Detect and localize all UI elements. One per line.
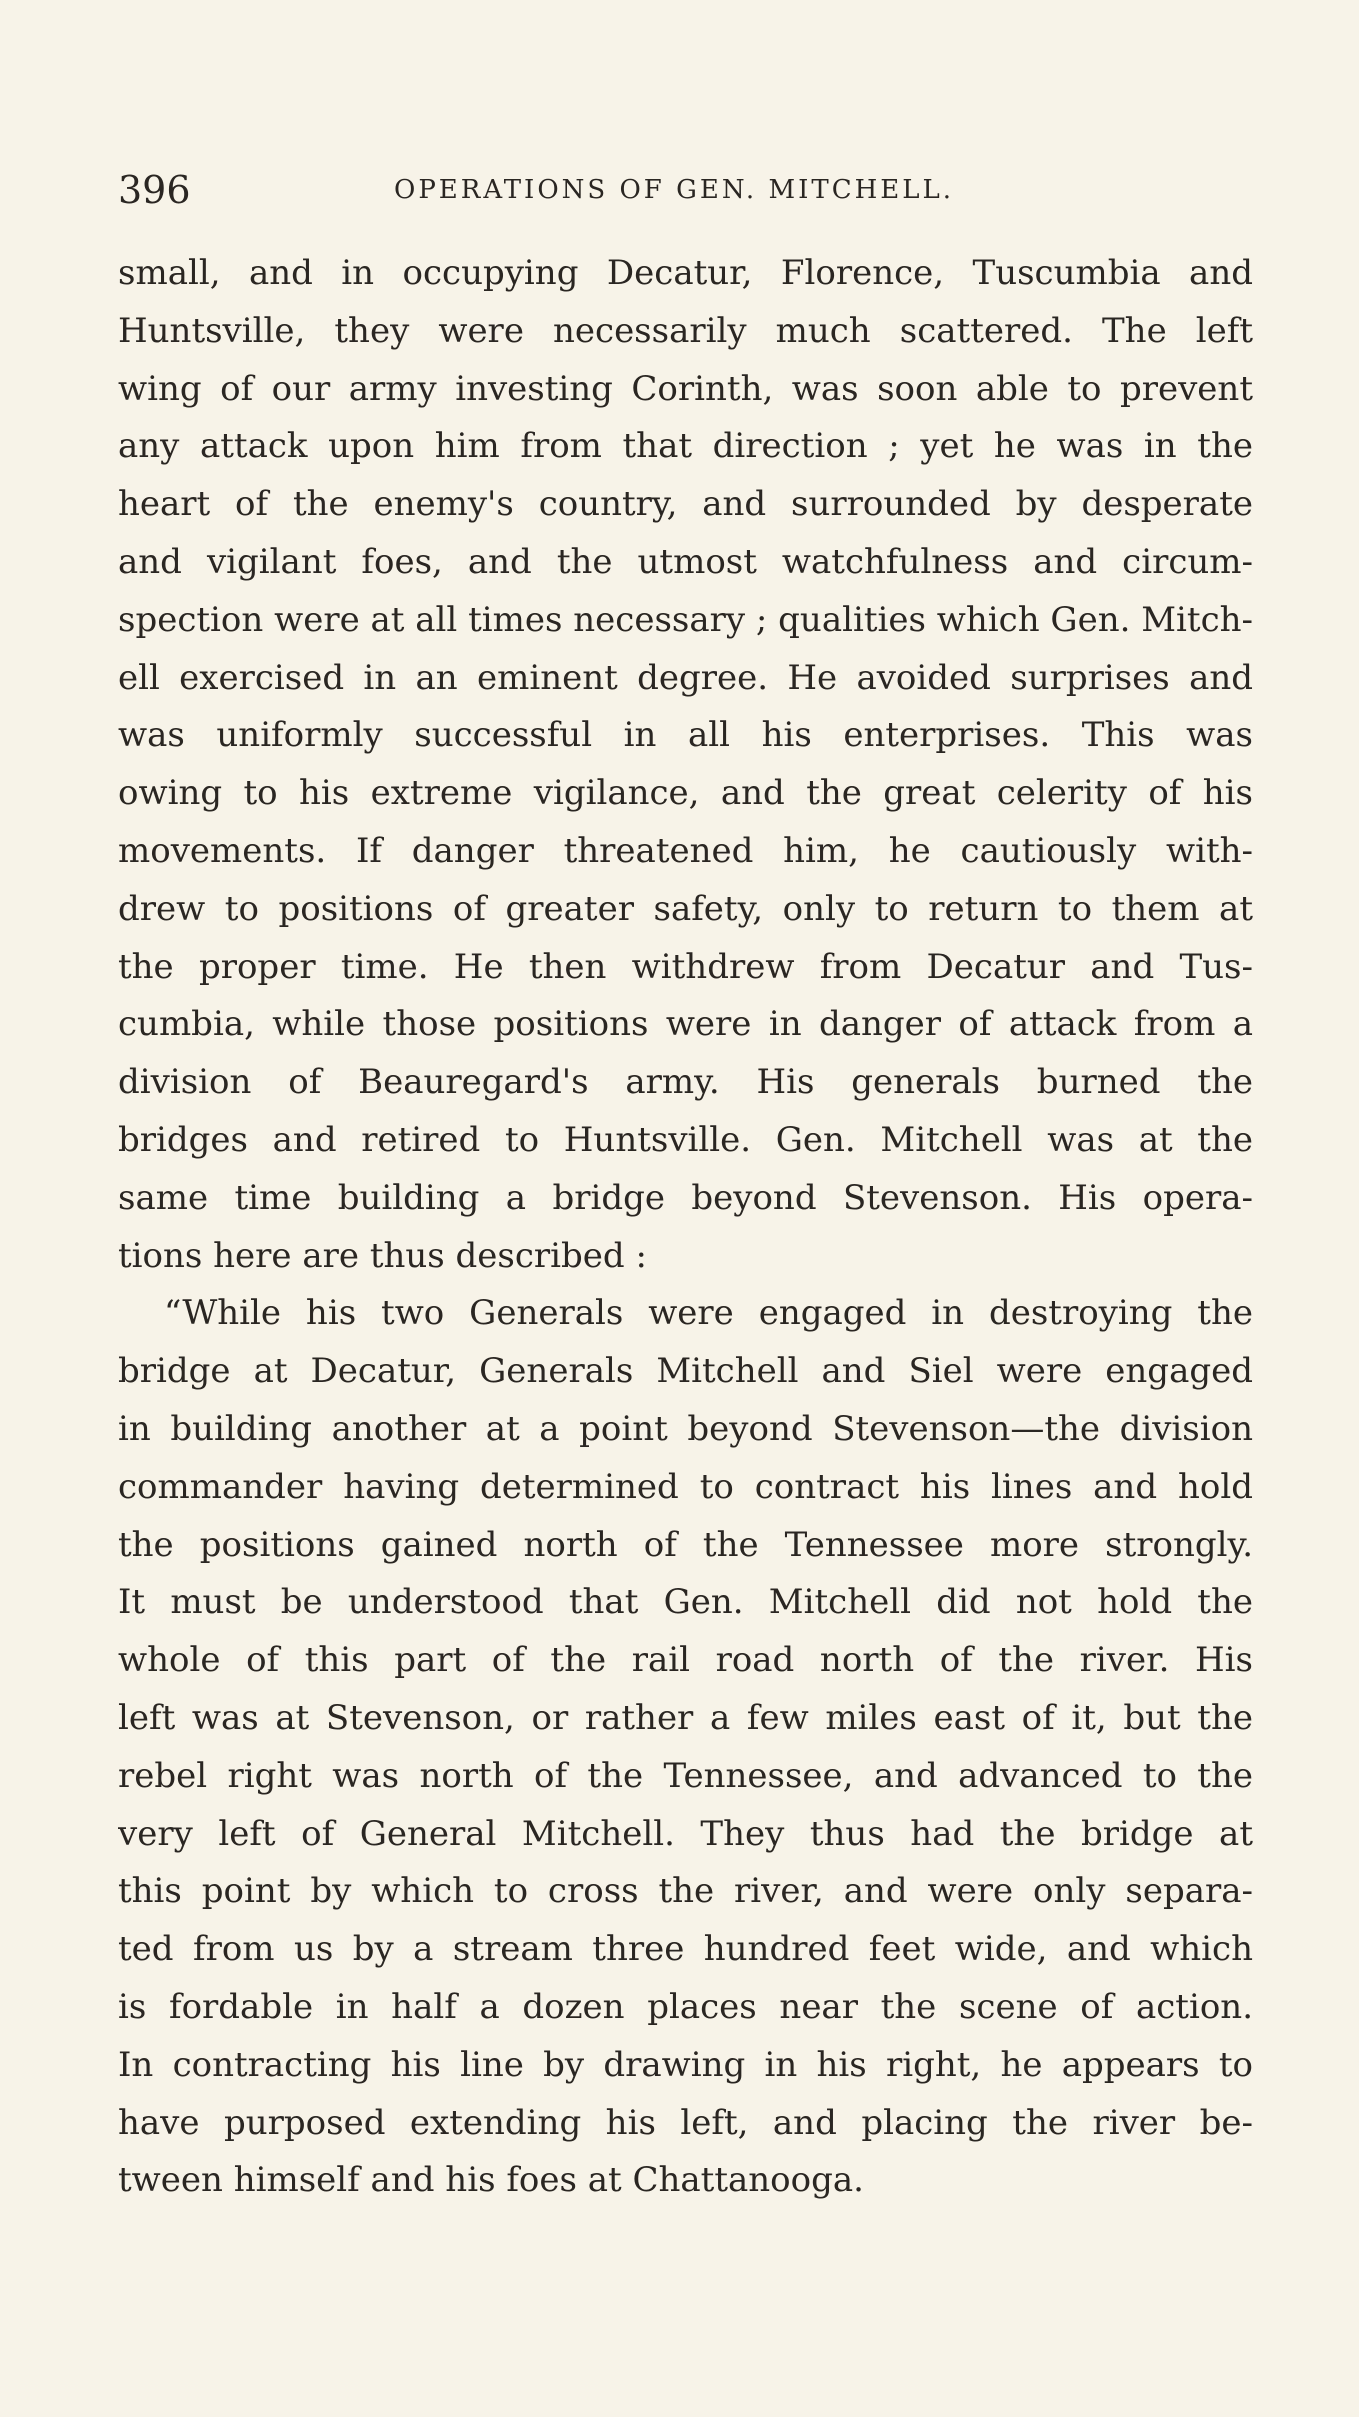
text-line: left was at Stevenson, or rather a few miles east of it, but the xyxy=(118,1697,1253,1738)
text-line: It must be understood that Gen. Mitchell did not hold the xyxy=(118,1582,1253,1623)
page-header xyxy=(118,160,1258,220)
text-line-paragraph-end: tions here are thus described : xyxy=(118,1235,647,1276)
text-line: rebel right was north of the Tennessee, and advanced to the xyxy=(118,1755,1253,1796)
text-line: In contracting his line by drawing in his right, he appears to xyxy=(118,2044,1253,2085)
text-line: was uniformly successful in all his enterprises. This was xyxy=(118,715,1253,756)
text-line: the positions gained north of the Tennessee more strongly. xyxy=(118,1524,1253,1565)
text-line: movements. If danger threatened him, he cautiously with- xyxy=(118,830,1253,871)
text-line: very left of General Mitchell. They thus had the bridge at xyxy=(118,1813,1253,1854)
text-line: and vigilant foes, and the utmost watchfulness and circum- xyxy=(118,541,1253,582)
text-line: same time building a bridge beyond Stevenson. His opera- xyxy=(118,1177,1253,1218)
text-line: drew to positions of greater safety, only to return to them at xyxy=(118,888,1253,929)
text-line: have purposed extending his left, and placing the river be- xyxy=(118,2102,1253,2143)
text-line: the proper time. He then withdrew from Decatur and Tus- xyxy=(118,946,1253,987)
text-line: is fordable in half a dozen places near the scene of action. xyxy=(118,1986,1253,2027)
text-line: this point by which to cross the river, and were only separa- xyxy=(118,1871,1253,1912)
text-line: wing of our army investing Corinth, was soon able to prevent xyxy=(118,368,1253,409)
text-line: bridges and retired to Huntsville. Gen. Mitchell was at the xyxy=(118,1119,1253,1160)
page-number: 396 xyxy=(118,168,191,212)
running-head: OPERATIONS OF GEN. MITCHELL. xyxy=(394,175,955,205)
text-line: in building another at a point beyond Stevenson—the division xyxy=(118,1408,1253,1449)
body-text xyxy=(118,245,1253,2210)
text-line: commander having determined to contract his lines and hold xyxy=(118,1466,1253,1507)
text-line: heart of the enemy's country, and surrounded by desperate xyxy=(118,484,1253,525)
text-line-quote-start: “While his two Generals were engaged in destroying the xyxy=(164,1293,1253,1334)
text-line: small, and in occupying Decatur, Florence, Tuscumbia and xyxy=(118,253,1253,293)
text-line-paragraph-end: tween himself and his foes at Chattanooga. xyxy=(118,2160,864,2201)
text-line: owing to his extreme vigilance, and the great celerity of his xyxy=(118,773,1253,814)
text-line: whole of this part of the rail road north of the river. His xyxy=(118,1640,1253,1681)
text-line: division of Beauregard's army. His generals burned the xyxy=(118,1062,1253,1103)
text-line: ell exercised in an eminent degree. He avoided surprises and xyxy=(118,657,1253,698)
text-line: any attack upon him from that direction ; yet he was in the xyxy=(118,426,1253,467)
text-line: Huntsville, they were necessarily much scattered. The left xyxy=(118,310,1253,351)
text-line: cumbia, while those positions were in danger of attack from a xyxy=(118,1004,1253,1045)
text-line: ted from us by a stream three hundred feet wide, and which xyxy=(118,1929,1253,1970)
text-line: bridge at Decatur, Generals Mitchell and Siel were engaged xyxy=(118,1351,1253,1392)
text-line: spection were at all times necessary ; qualities which Gen. Mitch- xyxy=(118,599,1253,640)
